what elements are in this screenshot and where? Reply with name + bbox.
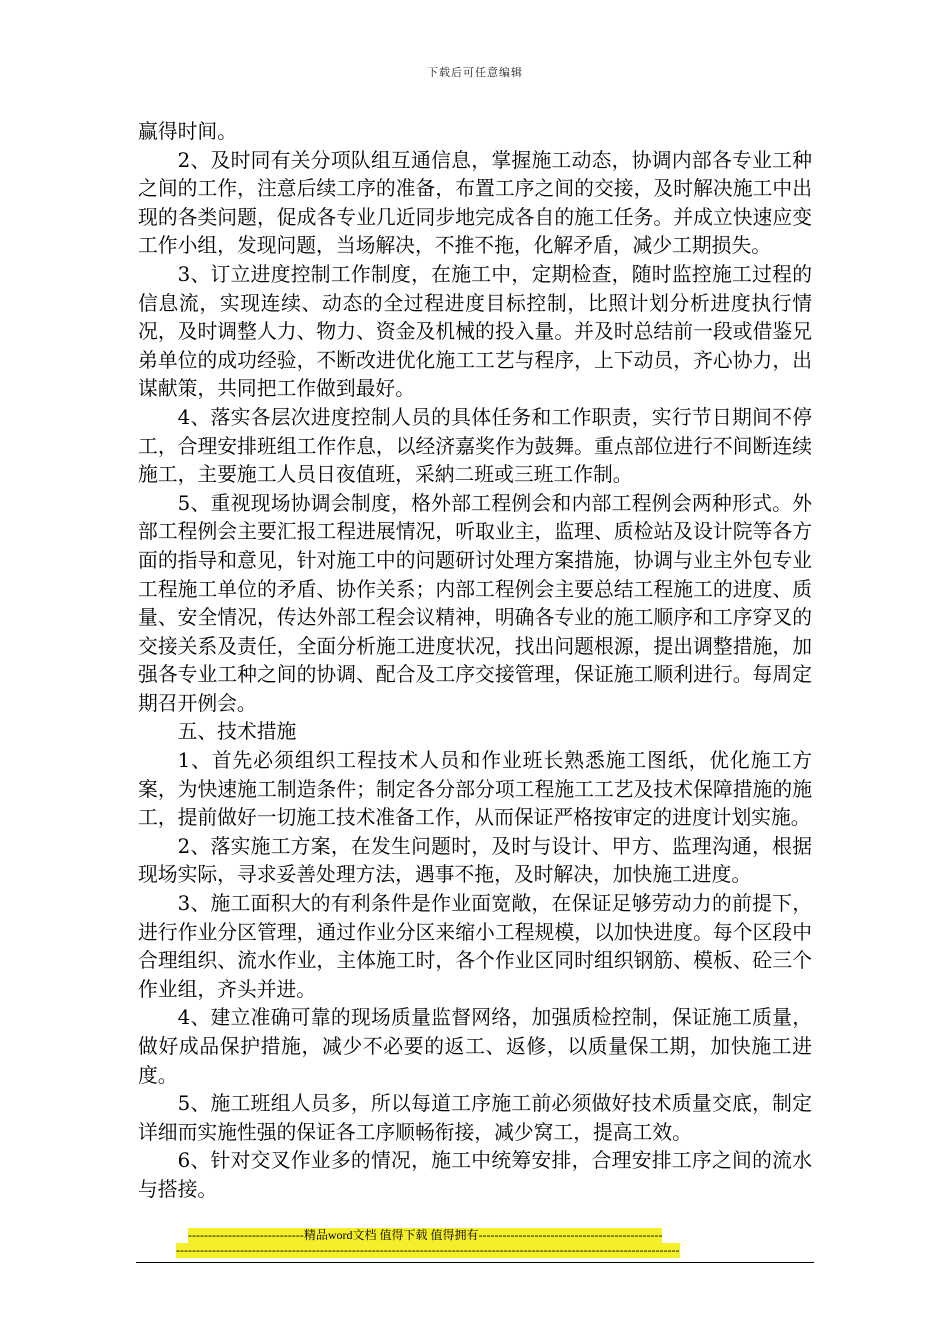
paragraph-item-4: 4、落实各层次进度控制人员的具体任务和工作职责，实行节日期间不停工，合理安排班组工作作息，以经济嘉奖作为鼓舞。重点部位进行不间断连续施工，主要施工人员日夜值班，采納二班或三班工作制。 [138, 405, 812, 487]
paragraph-item-2: 2、及时同有关分项队组互通信息，掌握施工动态，协调内部各专业工种之间的工作，注意后续工序的准备，布置工序之间的交接，及时解决施工中出现的各类问题，促成各专业几近同步地完成各自的施工任务。并成立快速应变工作小组，发现问题，当场解决，不推不拖，化解矛盾，减少工期损失。 [138, 148, 812, 258]
paragraph-tech-3: 3、施工面积大的有利条件是作业面宽敞，在保证足够劳动力的前提下，进行作业分区管理，通过作业分区来缩小工程规模，以加快进度。每个区段中合理组织、流水作业，主体施工时，各个作业区同时组织钢筋、模板、砼三个作业组，齐头并进。 [138, 892, 812, 1001]
paragraph-tech-1: 1、首先必须组织工程技术人员和作业班长熟悉施工图纸，优化施工方案，为快速施工制造条件；制定各分部分项工程施工工艺及技术保障措施的施工，提前做好一切施工技术准备工作，从而保证严格按审定的进度计划实施。 [138, 749, 812, 830]
paragraph-tech-2: 2、落实施工方案，在发生问题时，及时与设计、甲方、监理沟通，根据现场实际，寻求妥善处理方法，遇事不拖，及时解决，加快施工进度。 [138, 834, 812, 887]
paragraph-item-3: 3、订立进度控制工作制度，在施工中，定期检查，随时监控施工过程的信息流，实现连续、动态的全过程进度目标控制，比照计划分析进度执行情况，及时调整人力、物力、资金及机械的投入量。并及时总结前一段或借鉴兄弟单位的成功经验，不断改进优化施工工艺与程序，上下动员，齐心协力，出谋献策，共同把工作做到最好。 [138, 262, 812, 401]
paragraph-item-5: 5、重视现场协调会制度，格外部工程例会和内部工程例会两种形式。外部工程例会主要汇报工程进展情况，听取业主，监理、质检站及设计院等各方面的指导和意见，针对施工中的问题研讨处理方案措施，协调与业主外包专业工程施工单位的矛盾、协作关系；内部工程例会主要总结工程施工的进度、质量、安全情况，传达外部工程会议精神，明确各专业的施工顺序和工序穿叉的交接关系及责任，全面分析施工进度状况，找出问题根源，提出调整措施，加强各专业工种之间的协调、配合及工序交接管理，保证施工顺利进行。每周定期召开例会。 [138, 491, 812, 715]
document-body [138, 118, 812, 1205]
footer-banner [0, 1228, 950, 1258]
paragraph-tech-6: 6、针对交叉作业多的情况，施工中统筹安排，合理安排工序之间的流水与搭接。 [138, 1149, 812, 1201]
paragraph-tech-4: 4、建立准确可靠的现场质量监督网络，加强质检控制，保证施工质量，做好成品保护措施，减少不必要的返工、返修，以质量保工期，加快施工进度。 [138, 1006, 812, 1087]
footer-banner-line-2: ------------------------------------------------------------------------------------------------------------------------------ [176, 1243, 680, 1257]
paragraph-tech-5: 5、施工班组人员多，所以每道工序施工前必须做好技术质量交底，制定详细而实施性强的保证各工序顺畅衔接，减少窝工，提高工效。 [138, 1092, 812, 1144]
section-heading-technical-measures: 五、技术措施 [177, 720, 297, 744]
footer-divider [136, 1262, 814, 1263]
footer-banner-line-1: -----------------------------精品word文档 值得下载 值得拥有---------------------------------------------- [188, 1228, 663, 1242]
paragraph-continuation: 赢得时间。 [138, 120, 237, 143]
page-header: 下载后可任意编辑 [427, 66, 523, 79]
